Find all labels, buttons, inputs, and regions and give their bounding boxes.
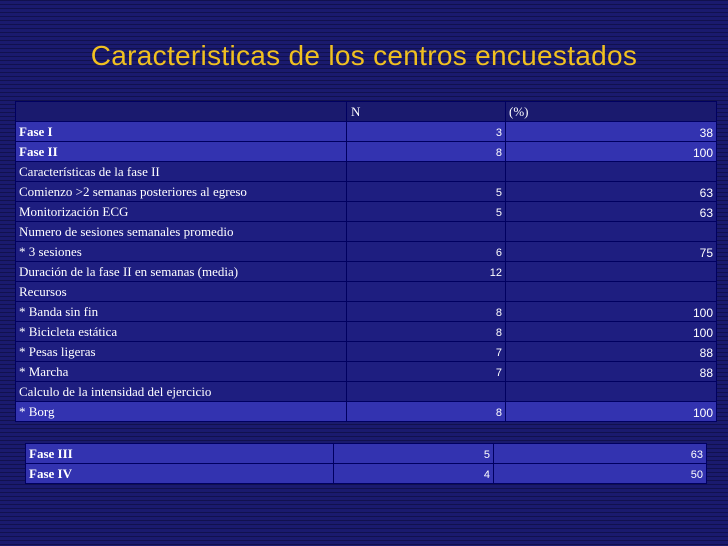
row-label: Fase IV [26, 464, 334, 484]
row-pct: 63 [506, 202, 717, 222]
row-pct: 100 [506, 302, 717, 322]
row-n: 8 [347, 302, 506, 322]
row-n: 5 [334, 444, 494, 464]
row-label: Calculo de la intensidad del ejercicio [16, 382, 347, 402]
table-row [16, 382, 717, 402]
table-row [16, 242, 717, 262]
header-n: N [347, 102, 506, 122]
row-label: * Banda sin fin [16, 302, 347, 322]
row-n: 4 [334, 464, 494, 484]
row-n [347, 162, 506, 182]
row-pct: 63 [494, 444, 707, 464]
row-n: 8 [347, 142, 506, 162]
row-pct: 100 [506, 402, 717, 422]
table-row [26, 464, 707, 484]
row-label: Fase II [16, 142, 347, 162]
table-row [26, 444, 707, 464]
row-n: 7 [347, 342, 506, 362]
centers-table [15, 101, 717, 422]
table-row [16, 322, 717, 342]
row-label: Fase I [16, 122, 347, 142]
row-label: Comienzo >2 semanas posteriores al egreso [16, 182, 347, 202]
row-n [347, 382, 506, 402]
table-row [16, 362, 717, 382]
row-label: Monitorización ECG [16, 202, 347, 222]
row-label: * Borg [16, 402, 347, 422]
table-row [16, 202, 717, 222]
row-pct: 88 [506, 362, 717, 382]
row-label: Numero de sesiones semanales promedio [16, 222, 347, 242]
row-label: * 3 sesiones [16, 242, 347, 262]
table-row [16, 402, 717, 422]
row-n: 5 [347, 202, 506, 222]
row-label: Fase III [26, 444, 334, 464]
table-row [16, 222, 717, 242]
row-n: 12 [347, 262, 506, 282]
row-pct: 63 [506, 182, 717, 202]
table-row [16, 262, 717, 282]
row-pct [506, 262, 717, 282]
table-row [16, 302, 717, 322]
row-pct: 100 [506, 142, 717, 162]
row-n: 6 [347, 242, 506, 262]
row-pct [506, 382, 717, 402]
slide-title: Caracteristicas de los centros encuestados [90, 40, 638, 71]
row-pct: 100 [506, 322, 717, 342]
row-label: * Bicicleta estática [16, 322, 347, 342]
table-row [16, 342, 717, 362]
row-label: * Pesas ligeras [16, 342, 347, 362]
row-pct [506, 162, 717, 182]
row-n: 5 [347, 182, 506, 202]
row-n: 8 [347, 402, 506, 422]
table-row [16, 122, 717, 142]
row-n [347, 222, 506, 242]
row-pct: 38 [506, 122, 717, 142]
row-label: * Marcha [16, 362, 347, 382]
row-n [347, 282, 506, 302]
row-pct [506, 282, 717, 302]
row-pct: 88 [506, 342, 717, 362]
table-row [16, 182, 717, 202]
row-pct [506, 222, 717, 242]
phases-table [25, 443, 707, 484]
row-n: 7 [347, 362, 506, 382]
table-row [16, 162, 717, 182]
row-n: 8 [347, 322, 506, 342]
header-label-cell [16, 102, 347, 122]
row-label: Recursos [16, 282, 347, 302]
row-label: Duración de la fase II en semanas (media) [16, 262, 347, 282]
row-pct: 75 [506, 242, 717, 262]
row-label: Características de la fase II [16, 162, 347, 182]
header-row [16, 102, 717, 122]
table-row [16, 142, 717, 162]
row-n: 3 [347, 122, 506, 142]
header-pct: (%) [506, 102, 717, 122]
row-pct: 50 [494, 464, 707, 484]
table-row [16, 282, 717, 302]
